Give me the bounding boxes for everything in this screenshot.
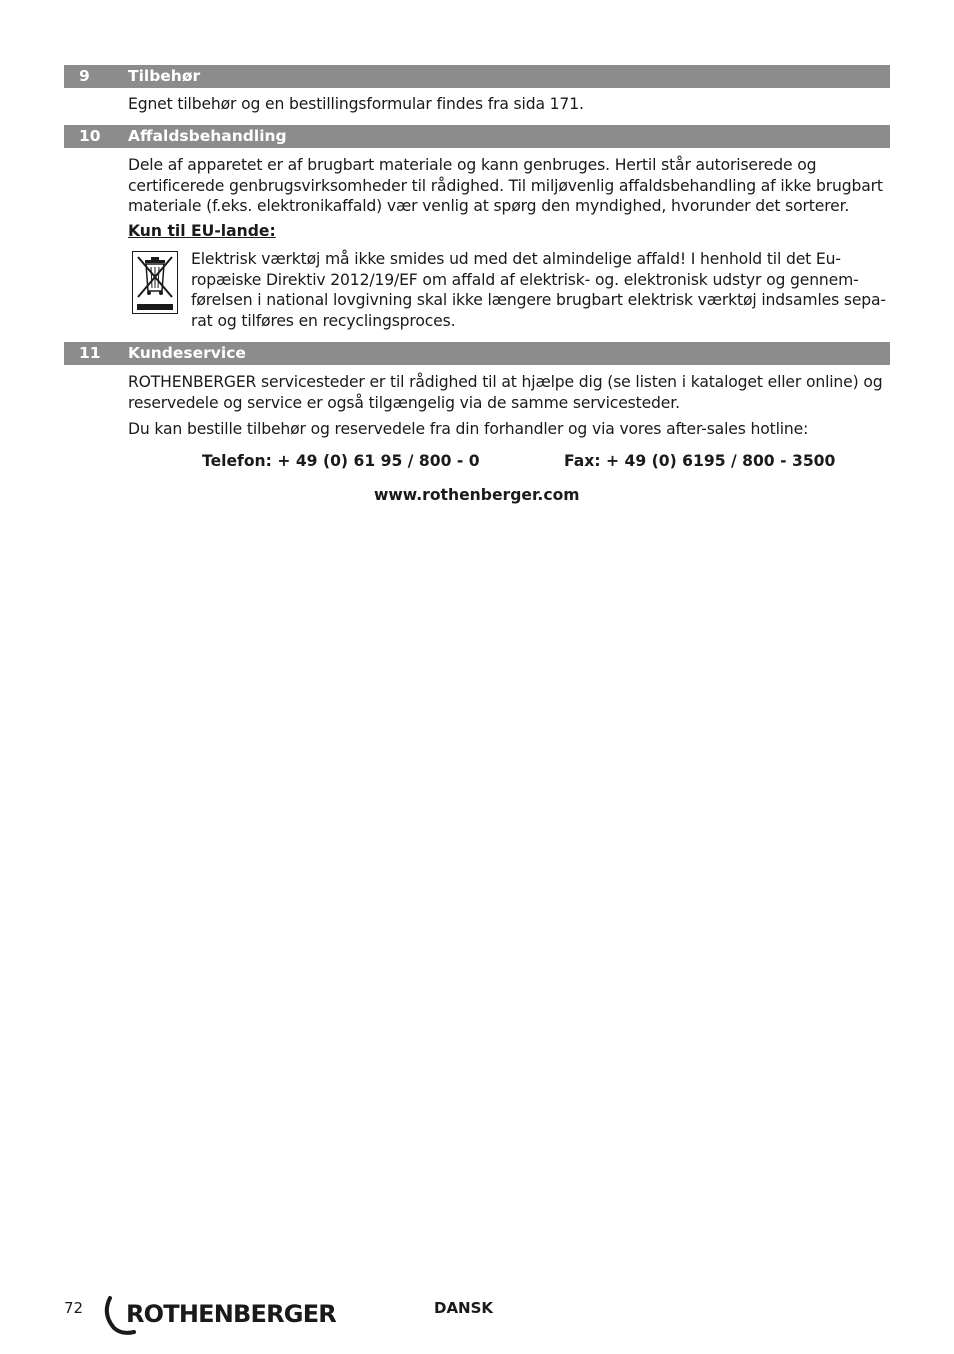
language-label: DANSK: [434, 1299, 494, 1317]
section-title: Tilbehør: [128, 67, 201, 85]
website-link[interactable]: www.rothenberger.com: [374, 486, 580, 504]
disposal-paragraph: [128, 155, 898, 217]
section-header-9: [64, 65, 890, 88]
section-title: Kundeservice: [128, 344, 246, 362]
brand-wordmark: ROTHENBERGER: [126, 1300, 336, 1328]
service-paragraph: [128, 372, 898, 413]
accessories-paragraph: [128, 94, 898, 115]
section-header-10: [64, 125, 890, 148]
text-line: ropæiske Direktiv 2012/19/EF om affald af elektrisk- og. elektronisk udstyr og gennem-: [191, 270, 859, 289]
rothenberger-logo: [100, 1294, 350, 1336]
text-line: reservedele og service er også tilgængelig via de samme servicesteder.: [128, 393, 680, 412]
text-line: Dele af apparetet er af brugbart materiale og kann genbruges. Hertil står autoriserede og: [128, 156, 817, 174]
section-header-11: [64, 342, 890, 365]
text-line: førelsen i national lovgivning skal ikke længere brugbart elektrisk værktøj indsamles sepa-: [191, 291, 886, 310]
hotline-paragraph: [128, 419, 898, 440]
weee-crossed-bin-icon: [132, 251, 178, 314]
text-line: Elektrisk værktøj må ikke smides ud med det almindelige affald! I henhold til det Eu-: [191, 250, 841, 268]
section-number: 10: [79, 127, 101, 145]
text-line: certificerede genbrugsvirksomheder til rådighed. Til miljøvenlig affaldsbehandling af ikke brugbart: [128, 176, 883, 195]
phone-number: Telefon: + 49 (0) 61 95 / 800 - 0: [202, 452, 480, 470]
text-line: materiale (f.eks. elektronikaffald) vær venlig at spørg den myndighed, hvorunder det sorterer.: [128, 197, 850, 216]
fax-number: Fax: + 49 (0) 6195 / 800 - 3500: [564, 452, 836, 470]
section-number: 9: [79, 67, 90, 85]
eu-only-heading: Kun til EU-lande:: [128, 222, 276, 240]
page-number: 72: [64, 1299, 84, 1317]
text-line: rat og tilføres en recyclingsproces.: [191, 311, 456, 330]
text-line: ROTHENBERGER servicesteder er til rådighed til at hjælpe dig (se listen i kataloget eller online) og: [128, 373, 883, 391]
text-line: Du kan bestille tilbehør og reservedele fra din forhandler og via vores after-sales hotline:: [128, 420, 809, 438]
section-number: 11: [79, 344, 101, 362]
section-title: Affaldsbehandling: [128, 127, 287, 145]
text-line: Egnet tilbehør og en bestillingsformular findes fra sida 171.: [128, 95, 584, 113]
eu-directive-paragraph: [191, 249, 891, 331]
